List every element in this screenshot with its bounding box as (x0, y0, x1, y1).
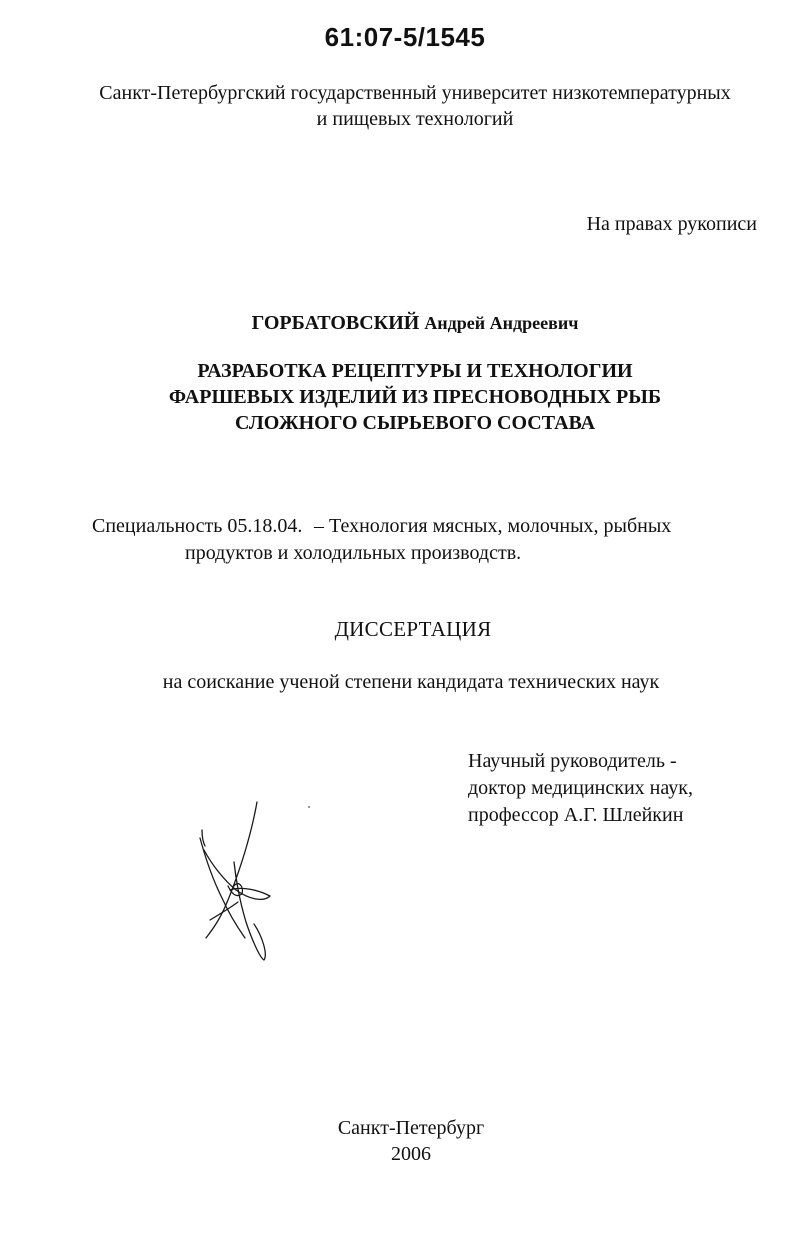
degree-statement: на соискание ученой степени кандидата технических наук (162, 671, 660, 693)
institution-name (60, 80, 770, 132)
supervisor-block (468, 748, 693, 829)
manuscript-note: На правах рукописи (586, 213, 757, 235)
specialty-name-line-2: продуктов и холодильных производств. (185, 542, 522, 564)
catalog-number: 61:07-5/1545 (324, 22, 486, 52)
author-name (0, 312, 799, 335)
specialty-name-line-1: – Технология мясных, молочных, рыбных (314, 515, 672, 537)
publication-city: Санкт-Петербург (337, 1117, 485, 1139)
specialty-code: Специальность 05.18.04. (92, 515, 303, 537)
title-line-3: СЛОЖНОГО СЫРЬЕВОГО СОСТАВА (234, 412, 596, 434)
handwritten-signature (190, 790, 290, 970)
author-surname: ГОРБАТОВСКИЙ (251, 312, 420, 334)
supervisor-line-2: доктор медицинских наук, (468, 777, 693, 799)
scan-speck (308, 806, 310, 808)
title-line-2: ФАРШЕВЫХ ИЗДЕЛИЙ ИЗ ПРЕСНОВОДНЫХ РЫБ (168, 386, 662, 408)
specialty (92, 513, 671, 567)
author-given-names: Андрей Андреевич (424, 313, 579, 333)
publication-place (0, 1115, 799, 1167)
document-type: ДИССЕРТАЦИЯ (334, 617, 492, 641)
supervisor-line-3: профессор А.Г. Шлейкин (468, 804, 684, 826)
supervisor-line-1: Научный руководитель - (468, 750, 677, 772)
dissertation-title (0, 358, 799, 436)
title-line-1: РАЗРАБОТКА РЕЦЕПТУРЫ И ТЕХНОЛОГИИ (197, 360, 633, 382)
publication-year: 2006 (391, 1143, 431, 1165)
institution-line-1: Санкт-Петербургский государственный университет низкотемпературных (99, 82, 731, 104)
institution-line-2: и пищевых технологий (316, 108, 514, 130)
